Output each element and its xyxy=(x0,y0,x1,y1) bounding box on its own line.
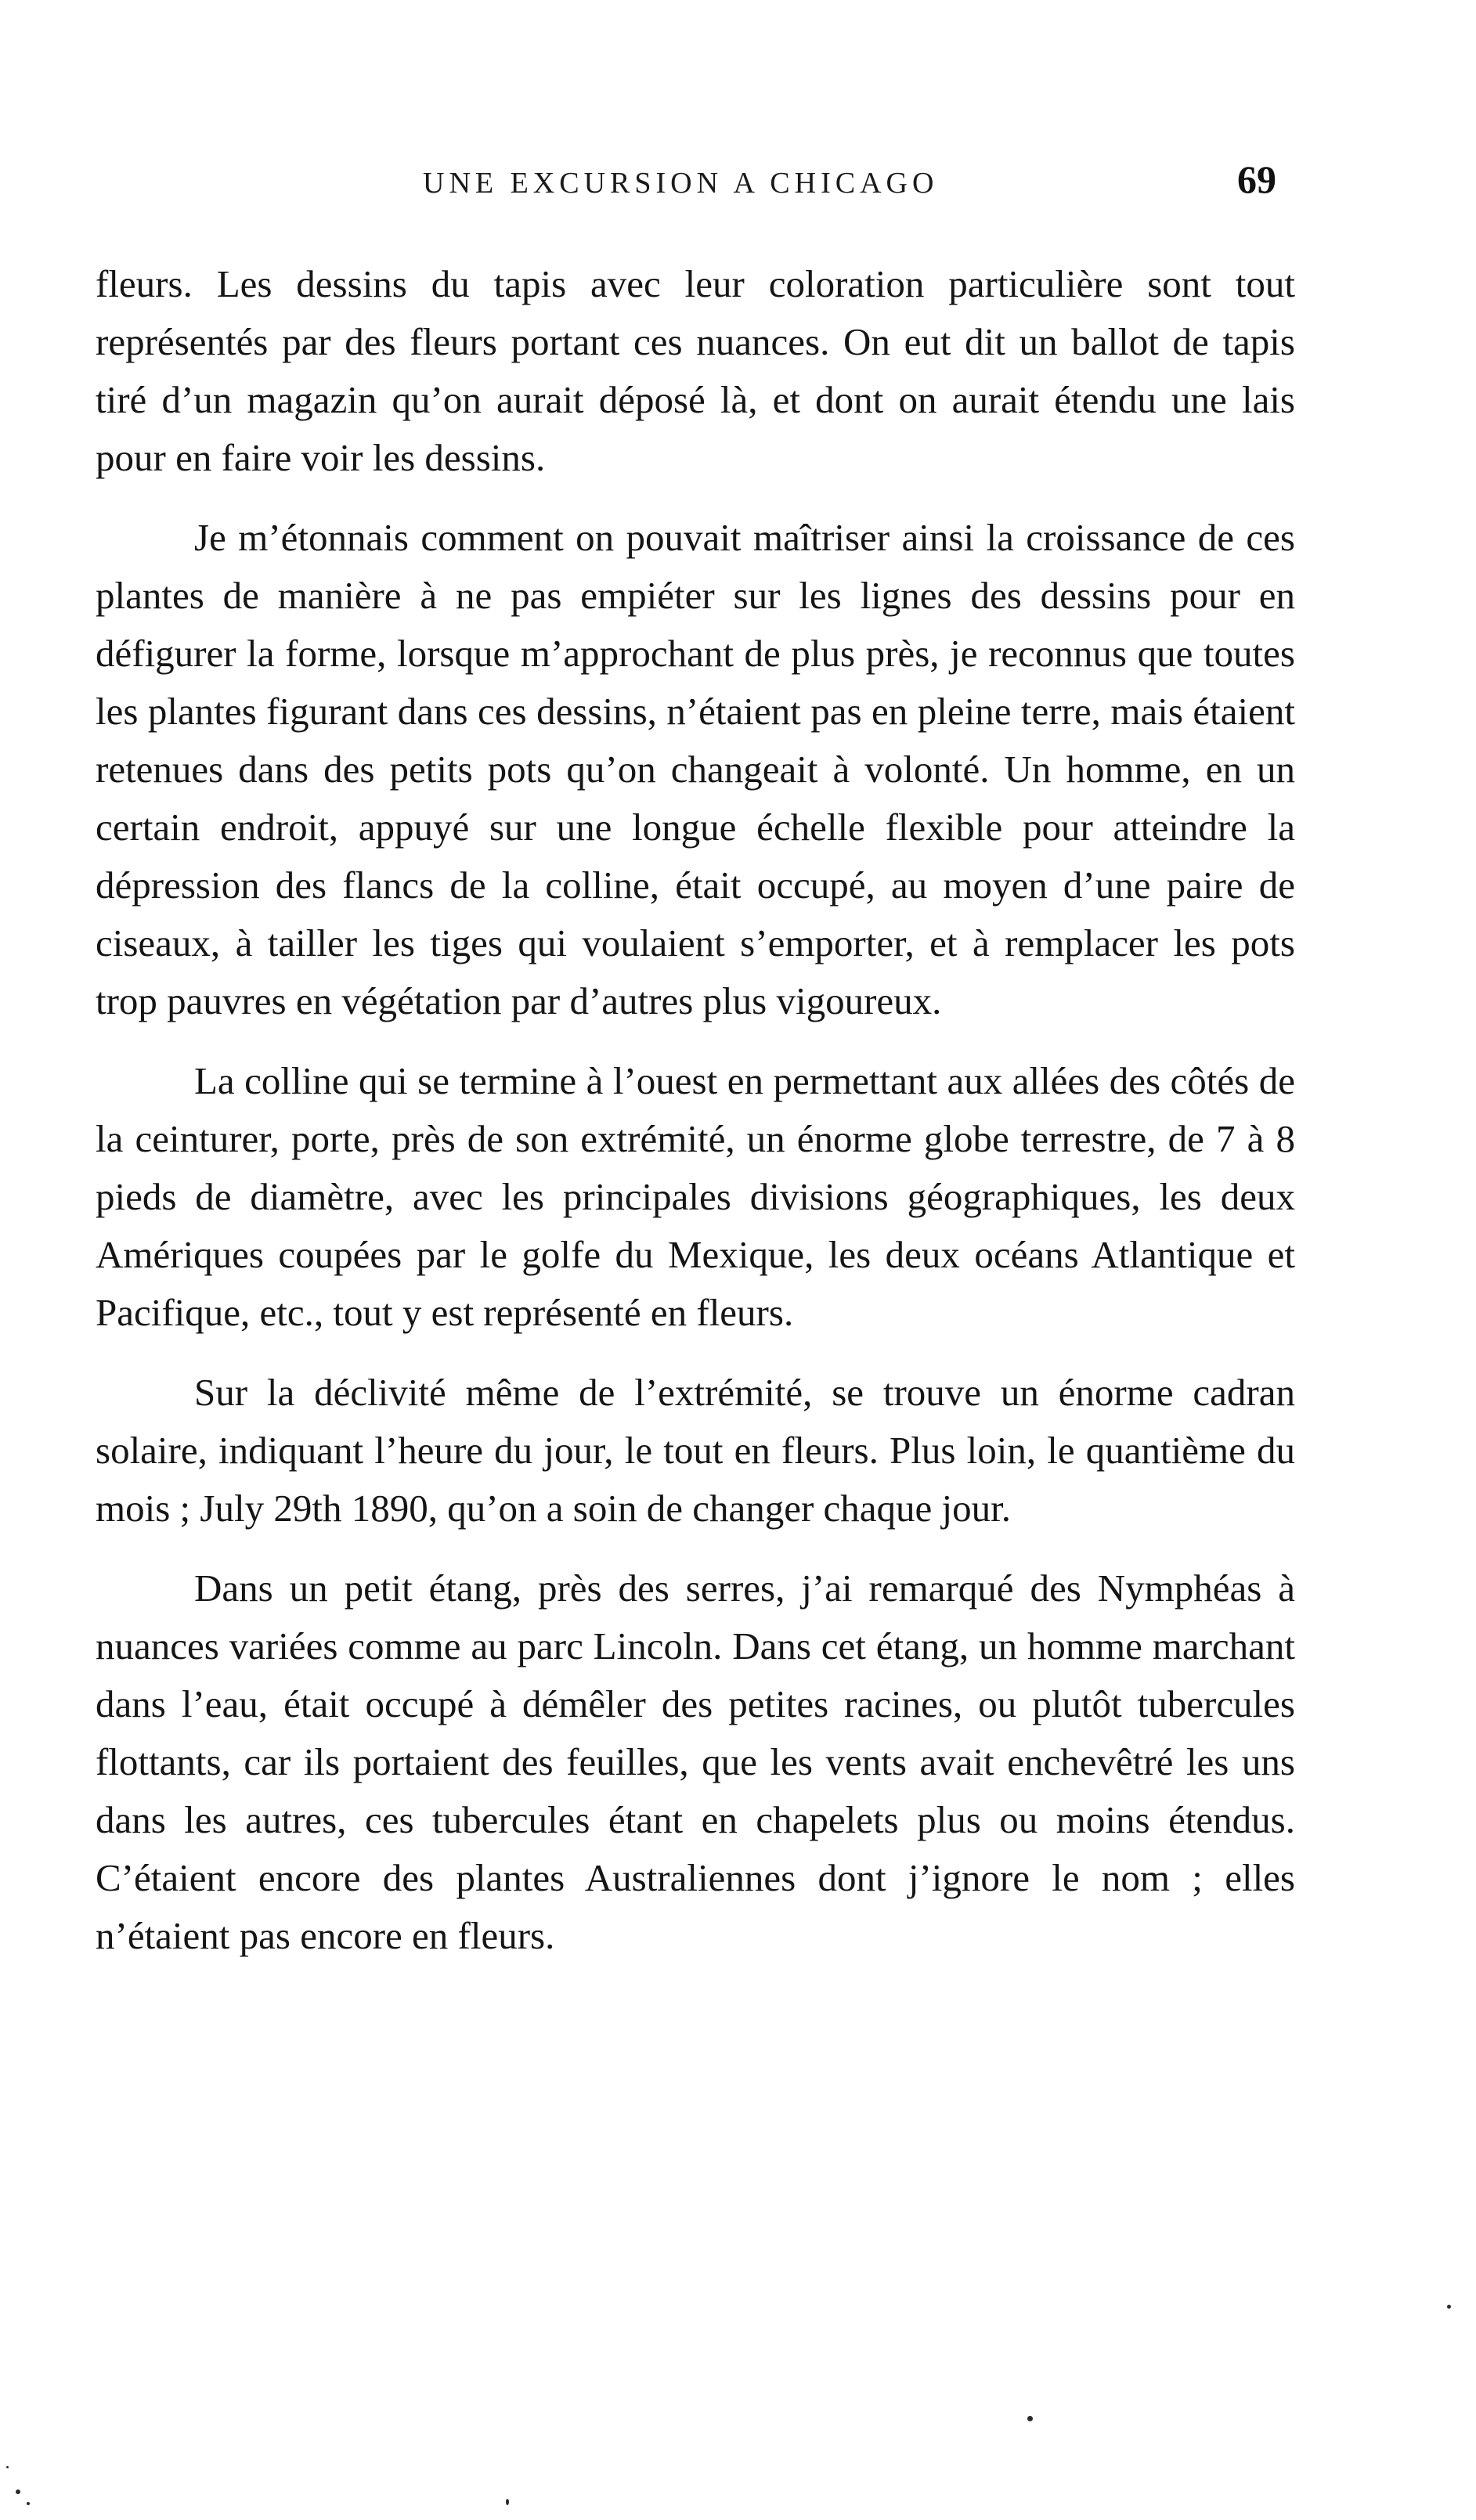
ink-speck xyxy=(1447,2305,1451,2309)
paragraph-4: Sur la déclivité même de l’extrémité, se trouve un énorme cadran solaire, indiquant l’heure du jour, le tout en fleurs. Plus loin, le quantième du mois ; July 29th 1890, qu’on a soin de changer chaque jour. xyxy=(96,1371,1295,1530)
ink-speck xyxy=(16,2489,20,2494)
page-number: 69 xyxy=(1237,157,1276,201)
ink-speck xyxy=(506,2499,509,2505)
body-text xyxy=(96,255,1295,1987)
ink-speck xyxy=(27,2502,30,2505)
ink-speck xyxy=(6,2466,9,2468)
running-title: UNE EXCURSION A CHICAGO xyxy=(423,167,939,200)
ink-speck xyxy=(1027,2416,1033,2421)
paragraph-1: fleurs. Les dessins du tapis avec leur coloration particulière sont tout représentés par des fleurs portant ces nuances. On eut dit un ballot de tapis tiré d’un magazin qu’on aurait déposé là, et dont on aurait étendu une lais pour en faire voir les dessins. xyxy=(96,262,1295,479)
paragraph-2: Je m’étonnais comment on pouvait maîtriser ainsi la croissance de ces plantes de manière à ne pas empiéter sur les lignes des dessins pour en défigurer la forme, lorsque m’approchant de plus près, je reconnus que toutes les plantes figurant dans ces dessins, n’étaient pas en pleine terre, mais étaient retenues dans des petits pots qu’on changeait à volonté. Un homme, en un certain endroit, appuyé sur une longue échelle flexible pour atteindre la dépression des flancs de la colline, était occupé, au moyen d’une paire de ciseaux, à tailler les tiges qui voulaient s’emporter, et à remplacer les pots trop pauvres en végétation par d’autres plus vigoureux. xyxy=(96,516,1295,1022)
paragraph-3: La colline qui se termine à l’ouest en permettant aux allées des côtés de la ceinturer, porte, près de son extrémité, un énorme globe terrestre, de 7 à 8 pieds de diamètre, avec les principales divisions géographiques, les deux Amériques coupées par le golfe du Mexique, les deux océans Atlantique et Pacifique, etc., tout y est représenté en fleurs. xyxy=(96,1059,1295,1334)
paragraph-5: Dans un petit étang, près des serres, j’ai remarqué des Nymphéas à nuances variées comme au parc Lincoln. Dans cet étang, un homme marchant dans l’eau, était occupé à démêler des petites racines, ou plutôt tubercules flottants, car ils portaient des feuilles, que les vents avait enchevêtré les uns dans les autres, ces tubercules étant en chapelets plus ou moins étendus. C’étaient encore des plantes Australiennes dont j’ignore le nom ; elles n’étaient pas encore en fleurs. xyxy=(96,1566,1295,1957)
